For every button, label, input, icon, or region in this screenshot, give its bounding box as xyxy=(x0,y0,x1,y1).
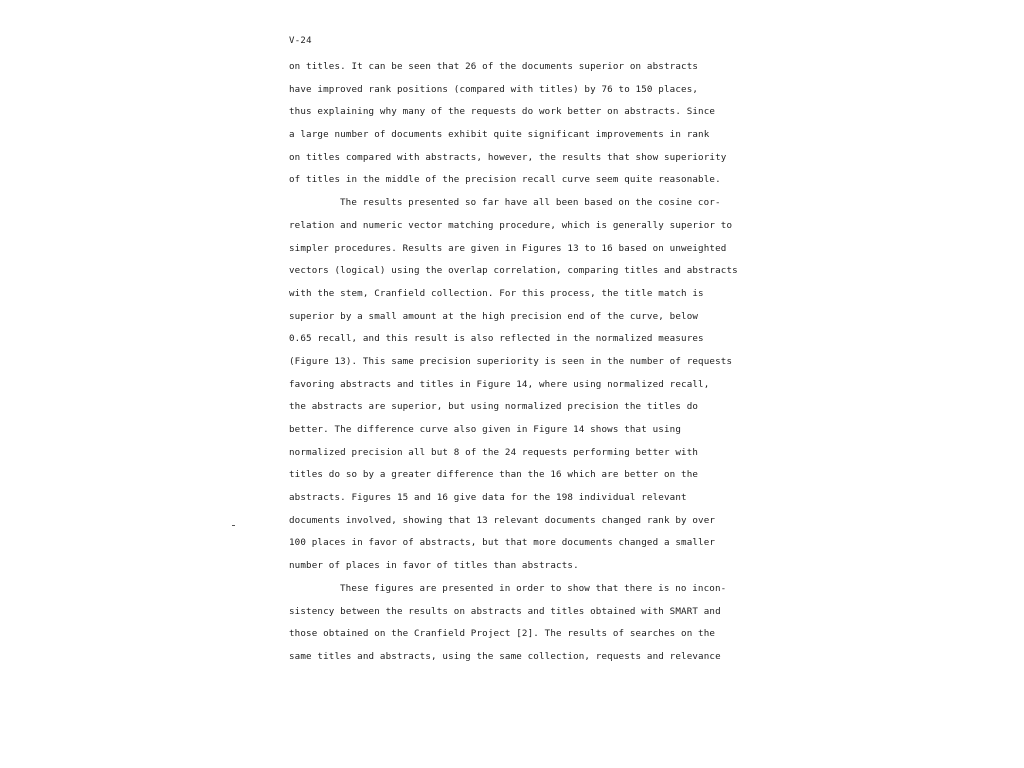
text-line: same titles and abstracts, using the same collection, requests and relevance xyxy=(289,650,721,662)
text-line: the abstracts are superior, but using normalized precision the titles do xyxy=(289,401,699,413)
text-line: normalized precision all but 8 of the 24 requests performing better with xyxy=(289,446,699,458)
body-text xyxy=(289,56,738,669)
text-line: 100 places in favor of abstracts, but that more documents changed a smaller xyxy=(289,537,716,549)
text-line: superior by a small amount at the high precision end of the curve, below xyxy=(289,310,699,322)
margin-mark xyxy=(232,525,235,526)
paragraph-start-line: The results presented so far have all been based on the cosine cor- xyxy=(340,197,721,209)
text-line: thus explaining why many of the requests do work better on abstracts. Since xyxy=(289,106,716,118)
text-line: 0.65 recall, and this result is also reflected in the normalized measures xyxy=(289,333,704,345)
text-line: titles do so by a greater difference than the 16 which are better on the xyxy=(289,469,699,481)
text-line: on titles. It can be seen that 26 of the documents superior on abstracts xyxy=(289,61,699,72)
text-line: sistency between the results on abstracts and titles obtained with SMART and xyxy=(289,605,721,617)
page-number: V-24 xyxy=(289,36,312,46)
text-line: have improved rank positions (compared with titles) by 76 to 150 places, xyxy=(289,83,699,95)
text-line: better. The difference curve also given in Figure 14 shows that using xyxy=(289,424,682,435)
text-line: favoring abstracts and titles in Figure 14, where using normalized recall, xyxy=(289,378,710,390)
text-line: simpler procedures. Results are given in Figures 13 to 16 based on unweighted xyxy=(289,242,727,254)
text-line: relation and numeric vector matching procedure, which is generally superior to xyxy=(289,219,733,231)
text-line: vectors (logical) using the overlap correlation, comparing titles and abstracts xyxy=(289,265,738,277)
text-line: (Figure 13). This same precision superiority is seen in the number of requests xyxy=(289,355,733,367)
paragraph-start-line: These figures are presented in order to show that there is no incon- xyxy=(340,582,727,594)
text-line: those obtained on the Cranfield Project [2]. The results of searches on the xyxy=(289,628,716,640)
text-line: of titles in the middle of the precision recall curve seem quite reasonable. xyxy=(289,174,721,186)
text-line: number of places in favor of titles than abstracts. xyxy=(289,560,579,572)
text-line: a large number of documents exhibit quite significant improvements in rank xyxy=(289,129,710,141)
text-line: with the stem, Cranfield collection. For this process, the title match is xyxy=(289,287,704,299)
text-line: abstracts. Figures 15 and 16 give data for the 198 individual relevant xyxy=(289,492,687,504)
text-line: documents involved, showing that 13 relevant documents changed rank by over xyxy=(289,514,716,526)
text-line: on titles compared with abstracts, however, the results that show superiority xyxy=(289,151,727,163)
